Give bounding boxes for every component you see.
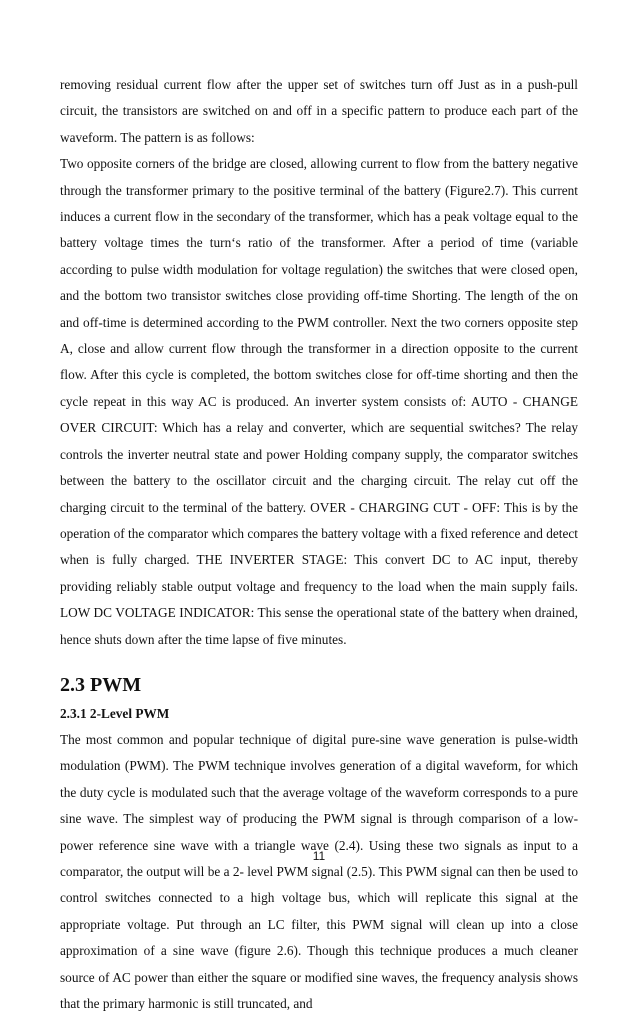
body-paragraph-2: Two opposite corners of the bridge are closed, allowing current to flow from the battery negative through the transformer primary to the positive terminal of the battery (Figure2.7). This current induces a current flow in the secondary of the transformer, which has a peak voltage equal to the battery voltage times the turn‘s ratio of the transformer. After a period of time (variable according to pulse width modulation for voltage regulation) the switches that were closed open, and the bottom two transistor switches close providing off-time Shorting. The length of the on and off-time is determined according to the PWM controller. Next the two corners opposite step A, close and allow current flow through the transformer in a direction opposite to the current flow. After this cycle is completed, the bottom switches close for off-time shorting and then the cycle repeat in this way AC is produced. An inverter system consists of: AUTO - CHANGE OVER CIRCUIT: Which has a relay and converter, which are sequential switches? The relay controls the inverter neutral state and power Holding company supply, the comparator switches between the battery to the oscillator circuit and the charging circuit. The relay cut off the charging circuit to the terminal of the battery. OVER - CHARGING CUT - OFF: This is by the operation of the comparator which compares the battery voltage with a fixed reference and detect when is fully charged. THE INVERTER STAGE: This convert DC to AC input, thereby providing reliably stable output voltage and frequency to the load when the main supply fails. LOW DC VOLTAGE INDICATOR: This sense the operational state of the battery when drained, hence shuts down after the time lapse of five minutes. xyxy=(60,156,578,647)
document-page xyxy=(60,72,578,1017)
section-heading: 2.3 PWM xyxy=(60,673,142,696)
subsection-heading: 2.3.1 2-Level PWM xyxy=(60,705,170,721)
section-paragraph: The most common and popular technique of digital pure-sine wave generation is pulse-width modulation (PWM). The PWM technique involves generation of a digital waveform, for which the duty cycle is modulated such that the average voltage of the waveform corresponds to a pure sine wave. The simplest way of producing the PWM signal is through comparison of a low-power reference sine wave with a triangle wave (2.4). Using these two signals as input to a comparator, the output will be a 2- level PWM signal (2.5). This PWM signal can then be used to control switches connected to a high voltage bus, which will replicate this signal at the appropriate voltage. Put through an LC filter, this PWM signal will clean up into a close approximation of a sine wave (figure 2.6). Though this technique produces a much cleaner source of AC power than either the square or modified sine waves, the frequency analysis shows that the primary harmonic is still truncated, and xyxy=(60,731,578,1011)
body-paragraph-1: removing residual current flow after the upper set of switches turn off Just as in a push-pull circuit, the transistors are switched on and off in a specific pattern to produce each part of the waveform. The pattern is as follows: xyxy=(60,77,578,145)
page-number: 11 xyxy=(312,849,326,863)
